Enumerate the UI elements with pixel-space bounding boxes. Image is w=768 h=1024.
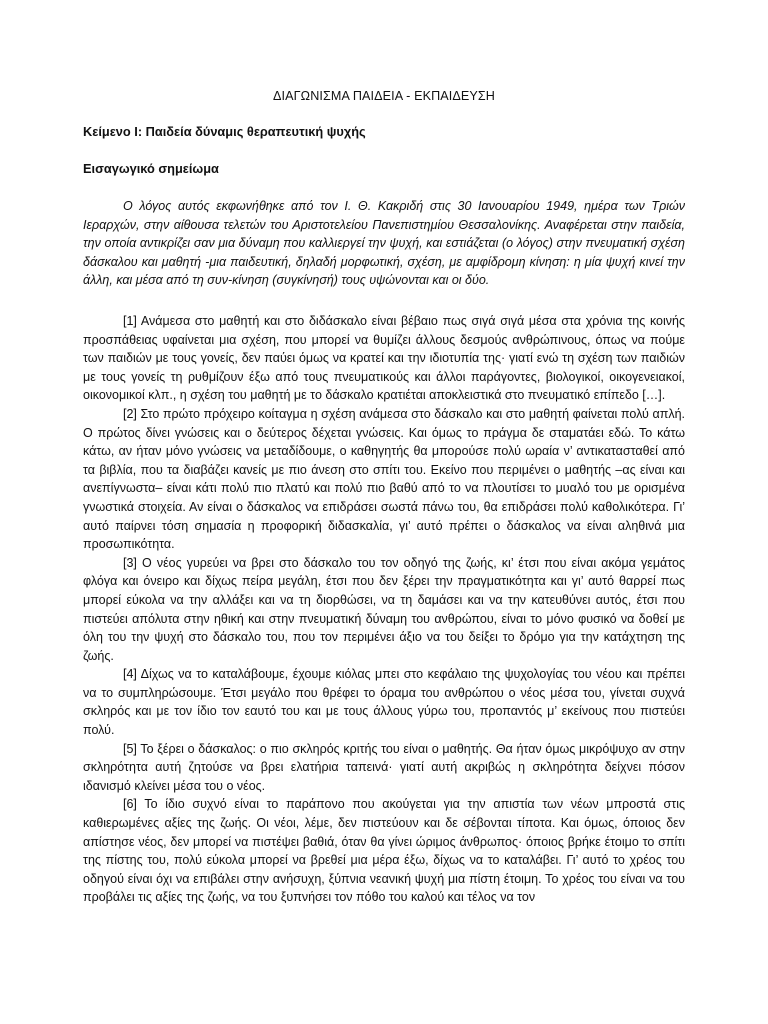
body-text: [83, 312, 685, 907]
paragraph-1: [1] Ανάμεσα στο μαθητή και στο διδάσκαλο είναι βέβαιο πως σιγά σιγά μέσα στα χρόνια της κοινής προσπάθειας υφαίνεται μια σχέση, που μπορεί να θυμίζει άλλους δεσμούς ανθρώπινους, όπως να πούμε των παιδιών με τους γονείς, δεν παύει όμως να κρατεί και την ιδιοτυπία της· γιατί ενώ τη σχέση των παιδιών με τους γονείς τη ρυθμίζουν έξω από τους πνευματικούς και άλλοι παράγοντες, βιολογικοί, οικογενειακοί, οικονομικοί κλπ., η σχέση του μαθητή με το δάσκαλο κρατιέται αποκλειστικά στο πνευματικό επίπεδο […].: [83, 314, 685, 403]
intro-note: Ο λόγος αυτός εκφωνήθηκε από τον Ι. Θ. Κακριδή στις 30 Ιανουαρίου 1949, ημέρα των Τριών Ιεραρχών, στην αίθουσα τελετών του Αριστοτελείου Πανεπιστημίου Θεσσαλονίκης. Αναφέρεται στην παιδεία, την οποία αντικρίζει σαν μια δύναμη που καλλιεργεί την ψυχή, και εστιάζεται (ο λόγος) στην πνευματική σχέση δάσκαλου και μαθητή -μια παιδευτική, δηλαδή μορφωτική, σχέση, με αμφίδρομη κίνηση: η μία ψυχή κινεί την άλλη, και μέσα από τη συν-κίνηση (συγκίνησή) τους υψώνονται και οι δύο.: [83, 199, 685, 288]
paragraph-3: [3] Ο νέος γυρεύει να βρει στο δάσκαλο του τον οδηγό της ζωής, κι’ έτσι που είναι ακόμα γεμάτος φλόγα και όνειρο και δίχως πείρα μεγάλη, έτσι που δεν ξέρει την πραγματικότητα και γι’ αυτό θαρρεί πως μπορεί εύκολα να την αλλάξει και να τη διορθώσει, να τη δαμάσει και να την κατευθύνει αυτός, έτσι που πιστεύει απόλυτα στην ηθική και στην πνευματική δύναμη του ανθρώπου, είναι το μόνο φυσικό να δοθεί με όλη του την ψυχή στο δάσκαλο του, που τον περιμένει άξιο να του δείξει το δρόμο για την κατάχτηση της ζωής.: [83, 555, 685, 663]
paragraph-5: [5] Το ξέρει ο δάσκαλος: ο πιο σκληρός κριτής του είναι ο μαθητής. Θα ήταν όμως μικρόψυχο αν στην σκληρότητα αυτή ζητούσε να βρει ελατήρια ταπεινά· γιατί αυτή ακριβώς η σκληρότητα δείχνει πόσον ιδανισμό κλείνει μέσα του ο νέος.: [83, 741, 685, 793]
intro-heading: Εισαγωγικό σημείωμα: [83, 161, 219, 176]
paragraph-4: [4] Δίχως να το καταλάβουμε, έχουμε κιόλας μπει στο κεφάλαιο της ψυχολογίας του νέου και πρέπει να το συμπληρώσουμε. Έτσι μεγάλο που θρέφει το όραμα του ανθρώπου ο νέος μέσα του, γίνεται συχνά σκληρός και με τον ίδιο τον εαυτό του και με τους άλλους γύρω του, προπαντός μ’ εκείνους που πιστεύει πολύ.: [83, 667, 685, 738]
paragraph-2: [2] Στο πρώτο πρόχειρο κοίταγμα η σχέση ανάμεσα στο δάσκαλο και στο μαθητή φαίνεται πολύ απλή. Ο πρώτος δίνει γνώσεις και ο δεύτερος δέχεται γνώσεις. Και όμως το πράγμα δε σταματάει εδώ. Το κάτω κάτω, αν ήταν μόνο γνώσεις να μεταδίδουμε, ο καθηγητής θα μπορούσε πολύ ωραία ν’ αντικατασταθεί από τα βιβλία, που τα διαβάζει κανείς με πιο άνεση στο σπίτι του. Εκείνο που περιμένει ο μαθητής –ας είναι και ανεπίγνωστα– είναι κάτι πολύ πιο πλατύ και πολύ πιο βαθύ από το να πλουτίσει το μυαλό του με ορισμένα γνωστικά στοιχεία. Αν είναι ο δάσκαλος να επιδράσει σωστά πάνω του, θα επιδράσει πολύ καθολικότερα. Γι’ αυτό παίρνει τόση σημασία η προφορική διδασκαλία, γι’ αυτό πρέπει ο δάσκαλος να είναι αληθινά μια προσωπικότητα.: [83, 406, 685, 552]
document-title: ΔΙΑΓΩΝΙΣΜΑ ΠΑΙΔΕΙΑ - ΕΚΠΑΙΔΕΥΣΗ: [273, 89, 495, 103]
text-heading: Κείμενο Ι: Παιδεία δύναμις θεραπευτική ψυχής: [83, 124, 366, 139]
paragraph-6: [6] Το ίδιο συχνό είναι το παράπονο που ακούγεται για την απιστία των νέων μπροστά στις καθιερωμένες αξίες της ζωής. Οι νέοι, λέμε, δεν πιστεύουν και δε σέβονται τίποτα. Και όμως, όποιος δεν απίστησε νέος, δεν μπορεί να πιστέψει βαθιά, όταν θα γίνει ώριμος άνθρωπος· όποιος βρήκε έτοιμο το σπίτι της πίστης του, πολύ εύκολα μπορεί να βρεθεί μια μέρα έξω, δίχως να το καταλάβει. Γι’ αυτό το χρέος του οδηγού είναι όχι να επιβάλει στην ανήσυχη, ξύπνια νεανική ψυχή μια πίστη έτοιμη. Το χρέος του είναι να του προβάλει τις αξίες της ζωής, να του ξυπνήσει τον πόθο του καλού και τέλος να τον: [83, 797, 685, 905]
